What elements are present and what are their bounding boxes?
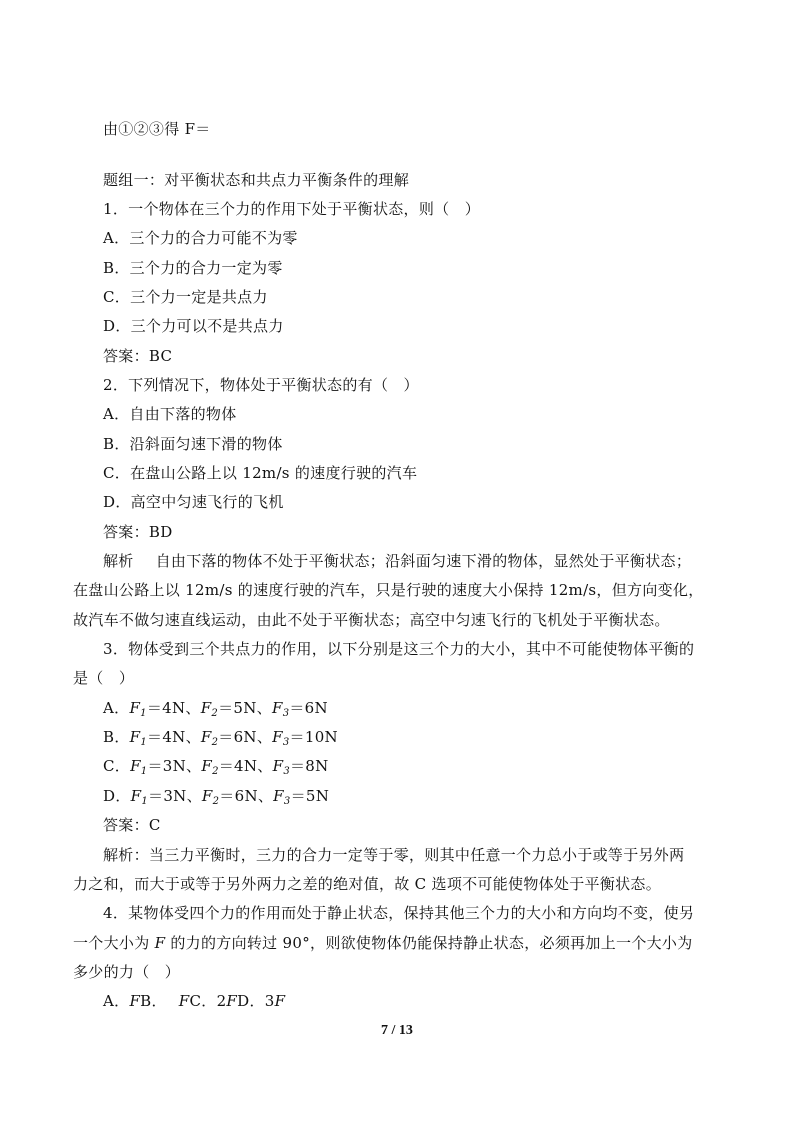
analysis-label: 解析 [103,552,134,570]
q3-analysis-line-2: 力之和，而大于或等于另外两力之差的绝对值，故 C 选项不可能使物体处于平衡状态。 [73,875,662,893]
analysis-text: 自由下落的物体不处于平衡状态；沿斜面匀速下滑的物体，显然处于平衡状态； [155,552,692,570]
page-number: 7 / 13 [381,1023,413,1038]
q2-analysis [103,551,691,571]
section-heading: 题组一：对平衡状态和共点力平衡条件的理解 [103,171,410,189]
q1-option-a: A．三个力的合力可能不为零 [103,229,298,247]
q2-answer: 答案：BD [103,523,173,541]
formula-line: 由①②③得 F＝ [103,120,211,138]
q3-answer: 答案：C [103,816,161,834]
question-3-cont: 是（ ） [73,669,135,687]
q3-option-b: B．$F_1=4N$、$F_2=6N$、$F_3=10N$ [103,728,338,748]
question-3: 3．物体受到三个共点力的作用，以下分别是这三个力的大小，其中不可能使物体平衡的 [103,640,695,658]
q2-option-b: B．沿斜面匀速下滑的物体 [103,435,283,453]
q2-option-d: D．高空中匀速飞行的飞机 [103,493,284,511]
q2-option-c: C．在盘山公路上以 12m/s 的速度行驶的汽车 [103,464,418,482]
q4-options: A．FB． FC．2FD．3F [103,992,286,1010]
q3-option-d: D．$F_1=3N$、$F_2=6N$、$F_3=5N$ [103,787,330,807]
q3-option-c: C．$F_1=3N$、$F_2=4N$、$F_3=8N$ [103,757,329,777]
q2-analysis-line-3: 故汽车不做匀速直线运动，由此不处于平衡状态；高空中匀速飞行的飞机处于平衡状态。 [73,611,670,629]
question-2: 2．下列情况下，物体处于平衡状态的有（ ） [103,376,419,394]
q1-option-b: B．三个力的合力一定为零 [103,259,283,277]
question-4: 4．某物体受四个力的作用而处于静止状态，保持其他三个力的大小和方向均不变，使另 [103,904,695,922]
q3-option-a: A．$F_1=4N$、$F_2=5N$、$F_3=6N$ [103,699,328,719]
q1-answer: 答案：BC [103,347,173,365]
question-1: 1．一个物体在三个力的作用下处于平衡状态，则（ ） [103,200,481,218]
q1-option-c: C．三个力一定是共点力 [103,288,268,306]
q3-analysis: 解析：当三力平衡时，三力的合力一定等于零，则其中任意一个力总小于或等于另外两 [103,846,685,864]
q1-option-d: D．三个力可以不是共点力 [103,317,284,335]
q2-analysis-line-2: 在盘山公路上以 12m/s 的速度行驶的汽车，只是行驶的速度大小保持 12m/s，但方向变化， [73,581,704,599]
q2-option-a: A．自由下落的物体 [103,405,237,423]
question-4-cont: 一个大小为 F 的力的方向转过 90°，则欲使物体仍能保持静止状态，必须再加上一个大小为 [73,934,693,952]
question-4-cont-2: 多少的力（ ） [73,963,181,981]
